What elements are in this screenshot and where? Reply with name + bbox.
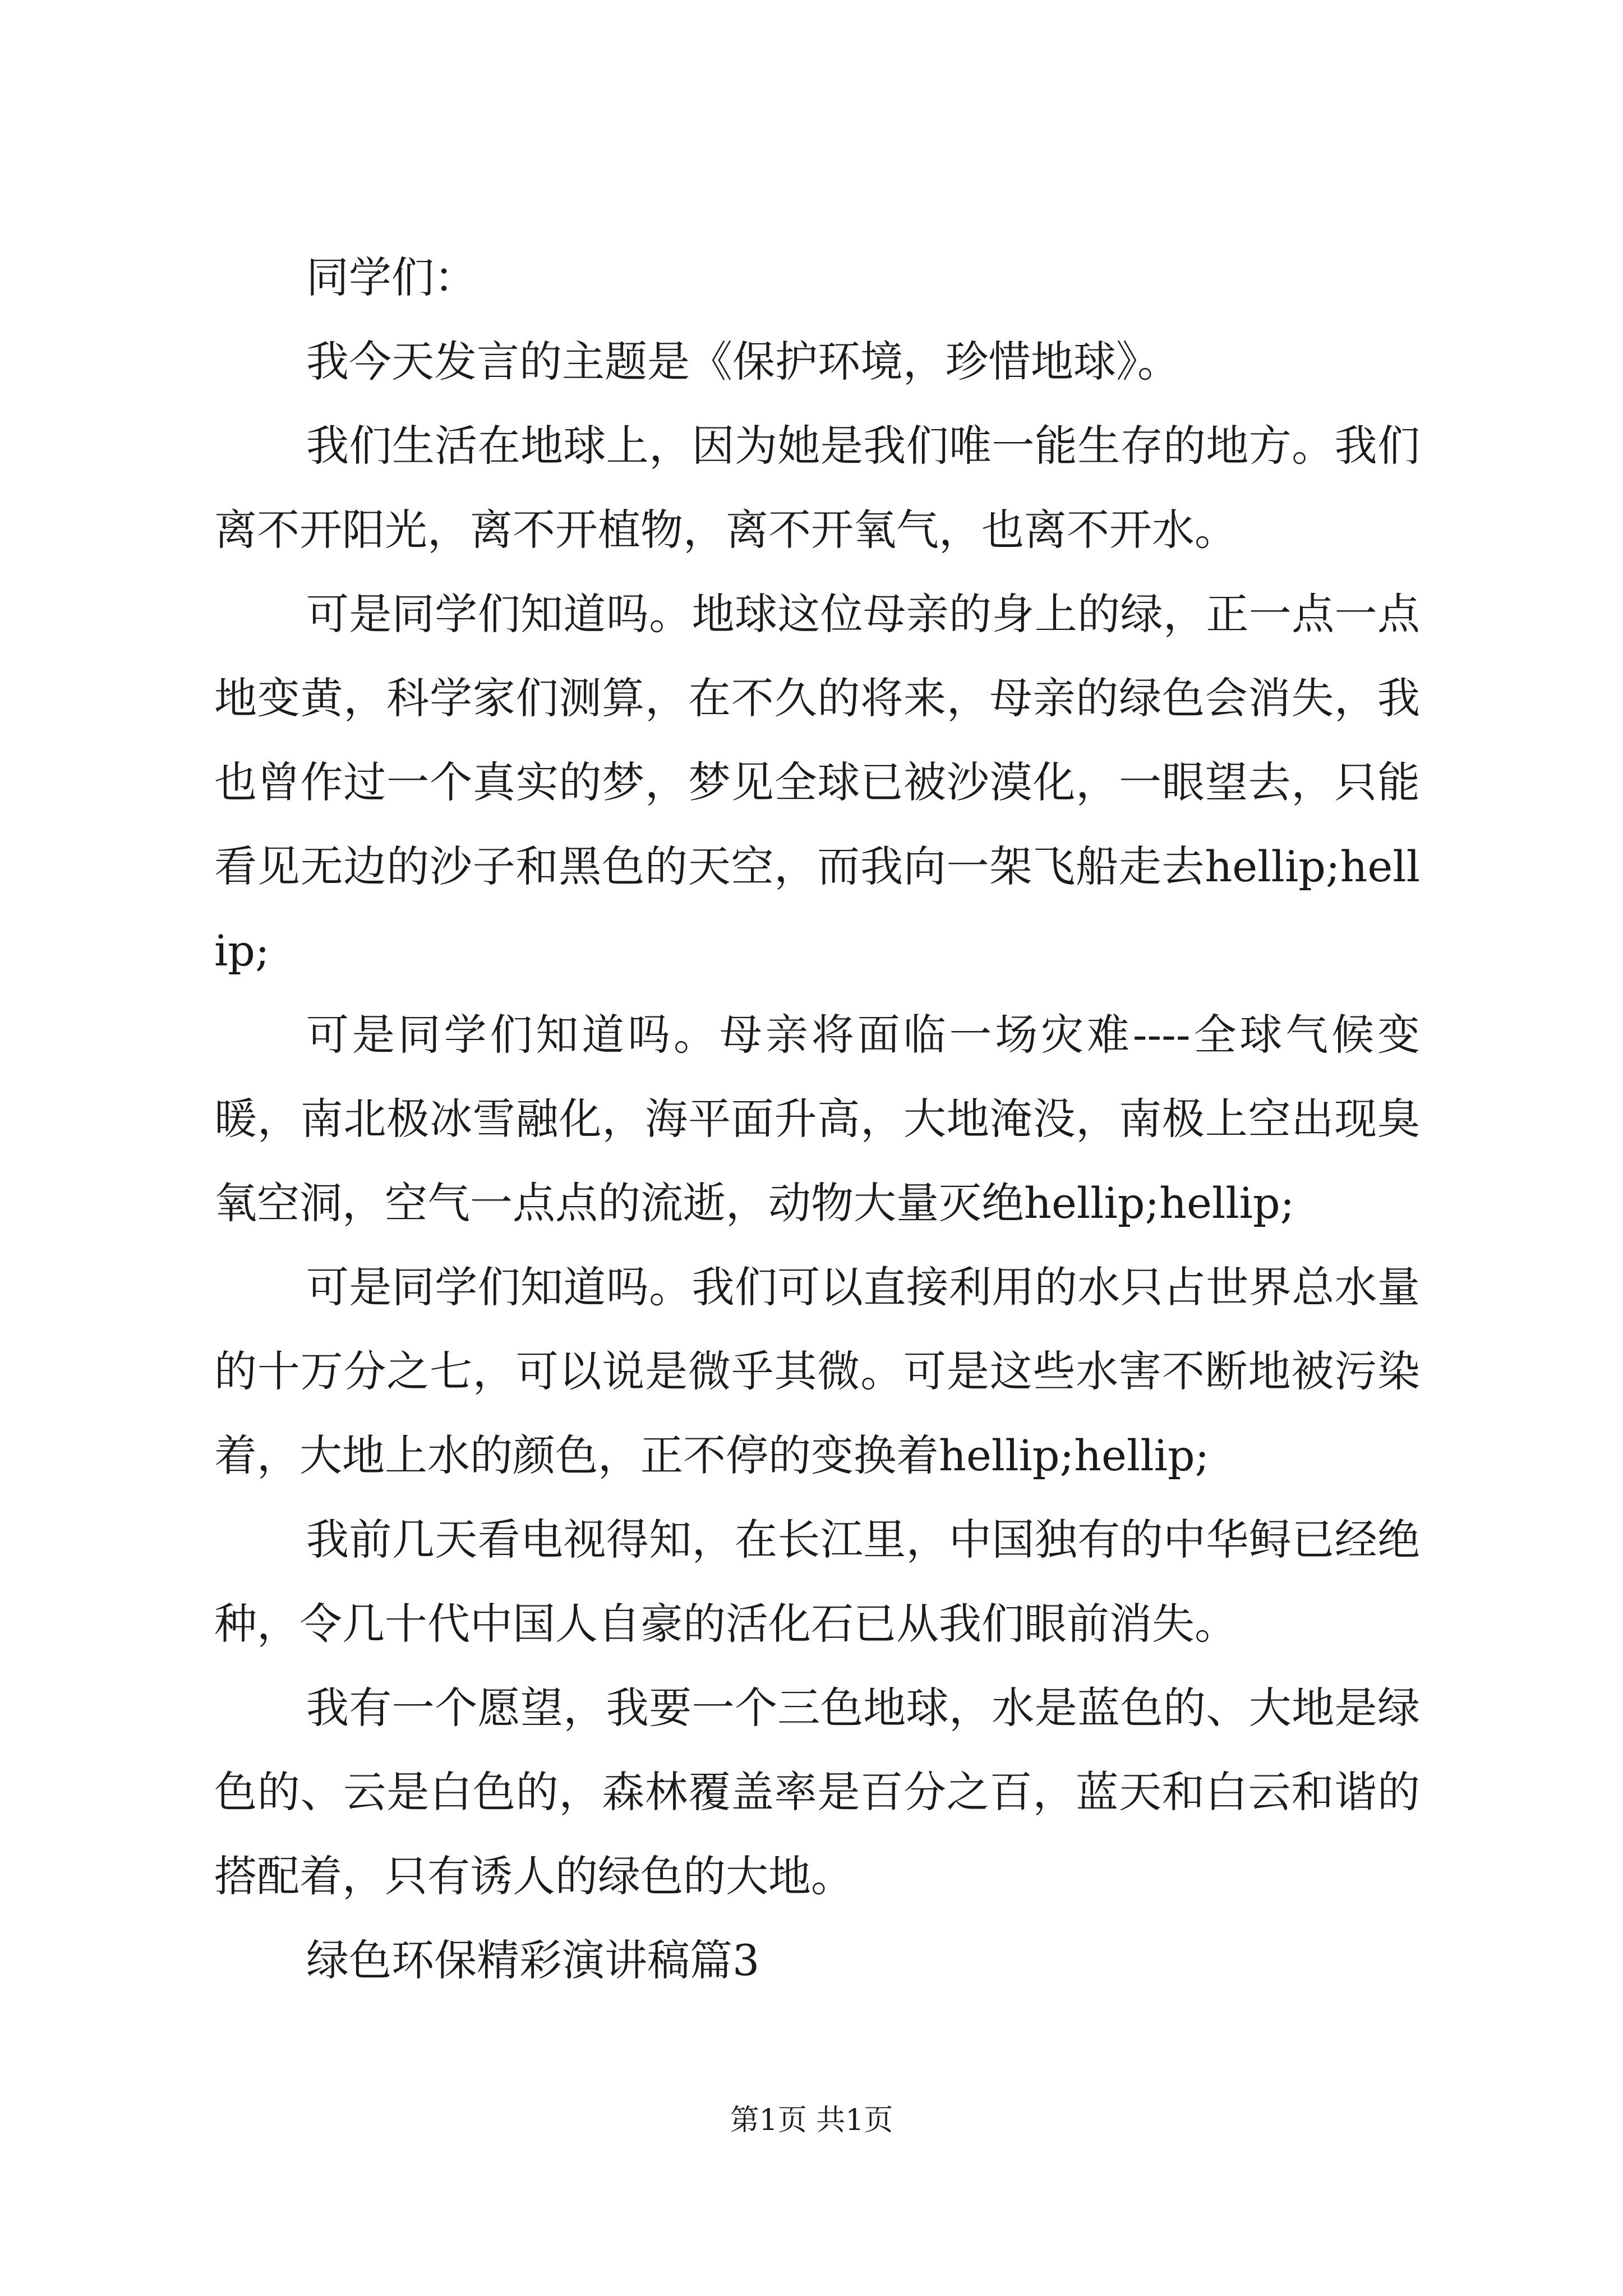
paragraph-earth-home: 我们生活在地球上，因为她是我们唯一能生存的地方。我们离不开阳光，离不开植物，离不开氧气，也离不开水。 [214,421,1420,555]
paragraph-desertification: 可是同学们知道吗。地球这位母亲的身上的绿，正一点一点地变黄，科学家们测算，在不久的将来，母亲的绿色会消失，我也曾作过一个真实的梦，梦见全球已被沙漠化，一眼望去，只能看见无边的沙子和黑色的天空，而我向一架飞船走去hellip;hellip; [214,589,1420,976]
section-heading: 绿色环保精彩演讲稿篇3 [306,1935,760,1985]
paragraph-sturgeon-extinction: 我前几天看电视得知，在长江里，中国独有的中华鲟已经绝种，令几十代中国人自豪的活化石已从我们眼前消失。 [214,1515,1420,1649]
paragraph-wish: 我有一个愿望，我要一个三色地球，水是蓝色的、大地是绿色的、云是白色的，森林覆盖率是百分之百，蓝天和白云和谐的搭配着，只有诱人的绿色的大地。 [214,1683,1420,1901]
paragraph-climate-change: 可是同学们知道吗。母亲将面临一场灾难----全球气候变暖，南北极冰雪融化，海平面升高，大地淹没，南极上空出现臭氧空洞，空气一点点的流逝，动物大量灭绝hellip;hellip; [214,1010,1420,1228]
paragraph-greeting: 同学们： [306,252,477,302]
paragraph-topic: 我今天发言的主题是《保护环境，珍惜地球》。 [306,337,1180,386]
document-body [214,236,1420,2003]
page-footer: 第1页 共1页 [730,2104,893,2137]
paragraph-water-pollution: 可是同学们知道吗。我们可以直接利用的水只占世界总水量的十万分之七，可以说是微乎其微。可是这些水害不断地被污染着，大地上水的颜色，正不停的变换着hellip;hellip; [214,1262,1420,1480]
